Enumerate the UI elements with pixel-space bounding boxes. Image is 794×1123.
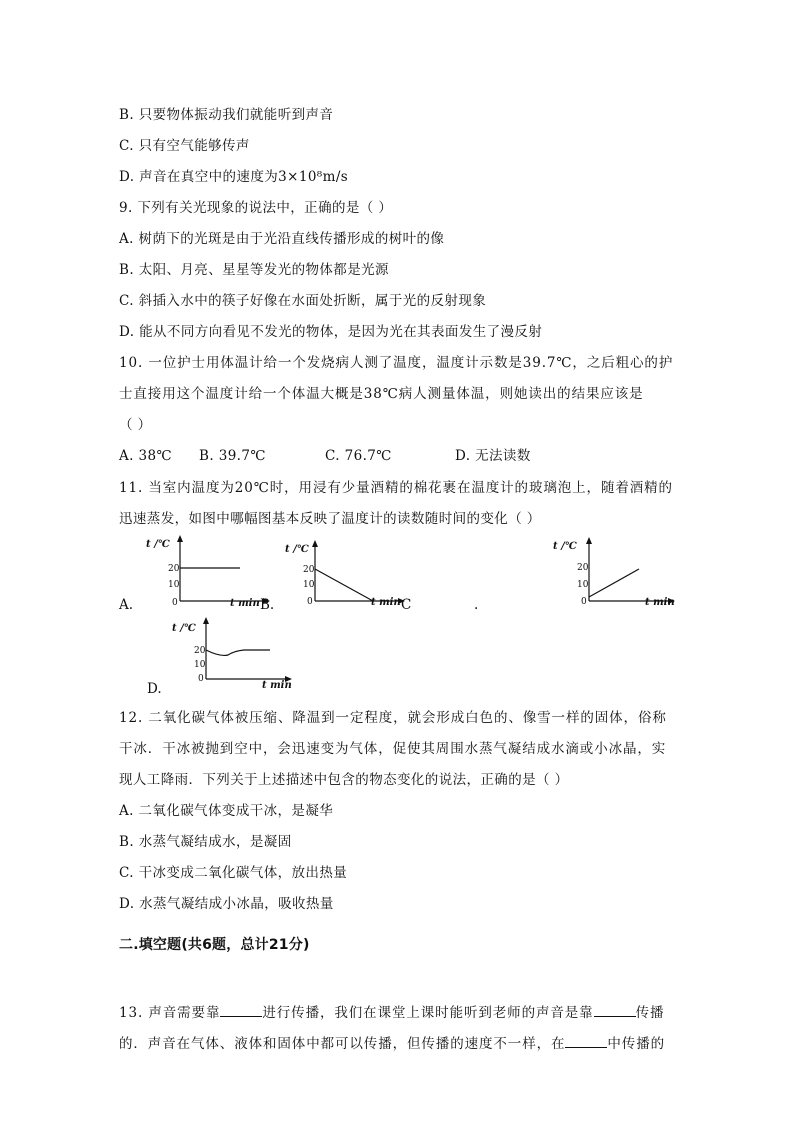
q10-stem-line1: 10. 一位护士用体温计给一个发烧病人测了温度，温度计示数是39.7℃，之后粗心的护 <box>119 355 674 371</box>
graph-d-ylabel: t /℃ <box>172 623 196 634</box>
q13-blank-1[interactable] <box>220 1003 262 1017</box>
q9-option-a: A. 树荫下的光斑是由于光沿直线传播形成的树叶的像 <box>119 231 445 247</box>
graph-c-tick-20: 20 <box>577 563 589 573</box>
q13-text-e: 中传播的 <box>607 1036 666 1052</box>
graph-a-ylabel: t /℃ <box>146 539 170 550</box>
q10-options <box>119 444 531 464</box>
graph-a-tick-0: 0 <box>172 598 178 608</box>
graph-c <box>553 537 683 617</box>
q12-stem-line2: 干冰．干冰被抛到空中，会迅速变为气体，促使其周围水蒸气凝结成水滴或小冰晶，实 <box>119 741 667 757</box>
q9-option-b: B. 太阳、月亮、星星等发光的物体都是光源 <box>119 262 389 278</box>
graph-a-tick-20: 20 <box>168 564 180 574</box>
graph-d-tick-20: 20 <box>194 646 206 656</box>
q12-stem-line3: 现人工降雨．下列关于上述描述中包含的物态变化的说法，正确的是（ ） <box>119 772 569 788</box>
graph-a-label: A. <box>119 597 134 613</box>
q13-text-a: 13. 声音需要靠 <box>119 1005 221 1021</box>
graph-b-curve <box>315 569 373 601</box>
graph-d-curve <box>206 650 270 655</box>
q13-blank-2[interactable] <box>594 1003 636 1017</box>
graph-b-tick-20: 20 <box>303 565 315 575</box>
q9-stem: 9. 下列有关光现象的说法中，正确的是（ ） <box>119 200 393 216</box>
graph-c-tick-0: 0 <box>581 597 587 607</box>
graph-c-xlabel: t min <box>645 597 675 608</box>
graph-b-tick-10: 10 <box>303 580 315 590</box>
q12-option-c: C. 干冰变成二氧化碳气体，放出热量 <box>119 865 348 881</box>
q8-option-d: D. 声音在真空中的速度为3×10⁸m/s <box>119 169 349 185</box>
q12-option-d: D. 水蒸气凝结成小冰晶，吸收热量 <box>119 896 334 912</box>
graph-c-tick-10: 10 <box>577 580 589 590</box>
graph-b-suffix: C <box>401 597 412 613</box>
graph-d-tick-10: 10 <box>194 660 206 670</box>
graph-c-ylabel: t /℃ <box>553 541 577 552</box>
q8-option-b: B. 只要物体振动我们就能听到声音 <box>119 107 334 123</box>
q9-option-c: C. 斜插入水中的筷子好像在水面处折断，属于光的反射现象 <box>119 293 487 309</box>
q12-option-b: B. 水蒸气凝结成水，是凝固 <box>119 834 292 850</box>
q10-stem-line3: （ ） <box>119 417 152 433</box>
graph-c-label: . <box>474 597 479 613</box>
q13-blank-3[interactable] <box>565 1034 607 1048</box>
graph-d-xlabel: t min <box>262 680 292 691</box>
q12-option-a: A. 二氧化碳气体变成干冰，是凝华 <box>119 803 334 819</box>
q13-text-c: 传播 <box>635 1005 665 1021</box>
graph-a-xlabel: t min <box>230 598 260 609</box>
graph-d <box>170 617 310 697</box>
q10-option-b: B. 39.7℃ <box>199 448 266 464</box>
q11-stem-line2: 迅速蒸发，如图中哪幅图基本反映了温度计的读数随时间的变化（ ） <box>119 511 541 527</box>
graph-b-tick-0: 0 <box>307 597 313 607</box>
graph-b-xlabel: t min <box>371 597 401 608</box>
q13-text-d: 的．声音在气体、液体和固体中都可以传播，但传播的速度不一样，在 <box>119 1036 566 1052</box>
graph-a-suffix: B. <box>260 597 275 613</box>
graph-b-ylabel: t /℃ <box>285 544 309 555</box>
graph-b <box>285 540 425 620</box>
section2-heading: 二.填空题(共6题，总计21分) <box>119 937 310 953</box>
q8-option-c: C. 只有空气能够传声 <box>119 138 250 154</box>
graph-c-curve <box>589 569 639 597</box>
q12-stem-line1: 12. 二氧化碳气体被压缩、降温到一定程度，就会形成白色的、像雪一样的固体，俗称 <box>119 710 667 726</box>
q11-stem-line1: 11. 当室内温度为20℃时，用浸有少量酒精的棉花裹在温度计的玻璃泡上，随着酒精的 <box>119 480 673 496</box>
graph-a-tick-10: 10 <box>168 580 180 590</box>
graph-a <box>140 535 280 615</box>
graph-d-label: D. <box>147 681 162 697</box>
q13-line2 <box>119 1032 665 1052</box>
q10-option-c: C. 76.7℃ <box>325 448 392 464</box>
q10-option-a: A. 38℃ <box>119 448 173 464</box>
graph-d-tick-0: 0 <box>198 674 204 684</box>
q9-option-d: D. 能从不同方向看见不发光的物体，是因为光在其表面发生了漫反射 <box>119 324 543 340</box>
q10-option-d: D. 无法读数 <box>455 448 531 464</box>
q13-line1 <box>119 1001 664 1021</box>
q13-text-b: 进行传播，我们在课堂上课时能听到老师的声音是靠 <box>262 1005 594 1021</box>
q10-stem-line2: 士直接用这个温度计给一个体温大概是38℃病人测量体温，则她读出的结果应该是 <box>119 386 644 402</box>
